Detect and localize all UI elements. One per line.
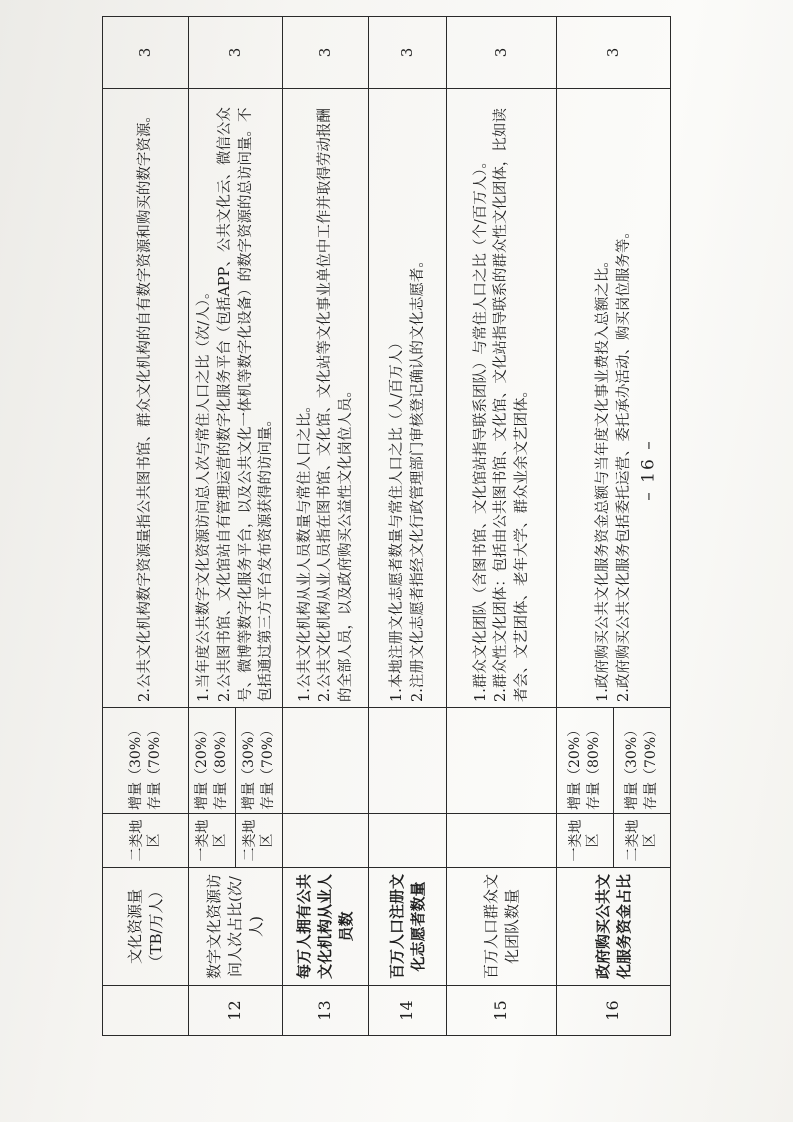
score-cell: 3 [189,17,283,89]
score-cell: 3 [283,17,369,89]
score-cell: 3 [557,17,671,89]
indicator-description [447,89,557,708]
weight-cell [614,708,671,814]
weight-line: 增量（20%） [567,722,584,810]
desc-line: 2.群众性文化团体：包括由公共图书馆、文化馆、文化站指导联系的群众性文化团体，比如读者会、文艺团体、老年大学、群众业余文艺团体。 [493,108,530,702]
weight-line: 存量（70%） [146,722,163,810]
score-cell: 3 [103,17,189,89]
weight-line: 增量（30%） [127,722,144,810]
indicator-description [557,89,671,708]
area-type: 二类地区 [614,814,671,868]
weight-line: 存量（70%） [643,722,659,810]
area-type [283,814,369,868]
indicator-description [189,89,283,708]
desc-line: 1.政府购买公共文化服务资金总额与当年度文化事业费投入总额之比。 [594,253,611,702]
page-number: – 16 – [638,439,659,501]
table-row [369,17,447,1036]
indicator-name: 百万人口群众文化团队数量 [447,868,557,986]
score-cell: 3 [447,17,557,89]
area-type: 二类地区 [103,814,189,868]
evaluation-table [102,16,671,1036]
weight-cell [447,708,557,814]
row-number: 14 [369,986,447,1036]
table-row [283,17,369,1036]
table-row [189,17,236,1036]
indicator-name: 文化资源量（TB/万人） [103,868,189,986]
row-number: 15 [447,986,557,1036]
weight-cell [103,708,189,814]
weight-line: 增量（30%） [624,722,641,810]
row-number: 13 [283,986,369,1036]
weight-line: 存量（80%） [213,722,229,810]
desc-line: 2.政府购买公共文化服务包括委托运营、委托承办活动、购买岗位服务等。 [615,224,632,702]
score-cell: 3 [369,17,447,89]
desc-line: 2.公共文化机构从业人员指在图书馆、文化馆、文化站等文化事业单位中工作并取得劳动报酬的全部人员，以及政府购买公益性文化岗位人员。 [317,108,354,702]
weight-cell [557,708,614,814]
desc-line: 2.公共文化机构数字资源量指公共图书馆、群众文化机构的自有数字资源和购买的数字资源。 [137,108,154,702]
area-type: 一类地区 [557,814,614,868]
desc-line: 2.注册文化志愿者指经文化行政管理部门审核登记确认的文化志愿者。 [409,253,426,702]
row-number: 16 [557,986,671,1036]
weight-line: 增量（20%） [194,722,211,810]
area-type [369,814,447,868]
indicator-description [283,89,369,708]
area-type: 二类地区 [236,814,283,868]
weight-cell [236,708,283,814]
row-number: 12 [189,986,283,1036]
indicator-description [369,89,447,708]
weight-cell [283,708,369,814]
weight-line: 存量（80%） [586,722,602,810]
desc-line: 1.群众文化团队（含图书馆、文化馆站指导联系团队）与常住人口之比（个/百万人）。 [472,154,489,702]
indicator-name: 数字文化资源访问人次占比(次/人) [189,868,283,986]
desc-line: 1.本地注册文化志愿者数量与常住人口之比（人/百万人） [388,335,405,702]
row-number [103,986,189,1036]
indicator-name: 政府购买公共文化服务资金占比 [557,868,671,986]
indicator-name: 百万人口注册文化志愿者数量 [369,868,447,986]
table-row [557,17,614,1036]
weight-line: 存量（70%） [260,722,276,810]
desc-line: 2.公共图书馆、文化馆站自有管理运营的数字化服务平台（包括APP、公共文化云、微信公众号、微博等数字化服务平台，以及公共文化一体机等数字化设备）的数字资源的总访问量。不包括通过第三方平台发布资源获得的访问量。 [216,107,275,702]
area-type: 一类地区 [189,814,236,868]
indicator-name: 每万人拥有公共文化机构从业人员数 [283,868,369,986]
area-type [447,814,557,868]
table-row [447,17,557,1036]
weight-cell [189,708,236,814]
indicator-description [103,89,189,708]
weight-line: 增量（30%） [241,722,258,810]
rotated-table-container [102,16,670,1036]
desc-line: 1.当年度公共数字文化资源访问总人次与常住人口之比（次/人）。 [196,284,213,702]
table-row [103,17,189,1036]
desc-line: 1.公共文化机构从业人员数量与常住人口之比。 [296,398,313,702]
weight-cell [369,708,447,814]
